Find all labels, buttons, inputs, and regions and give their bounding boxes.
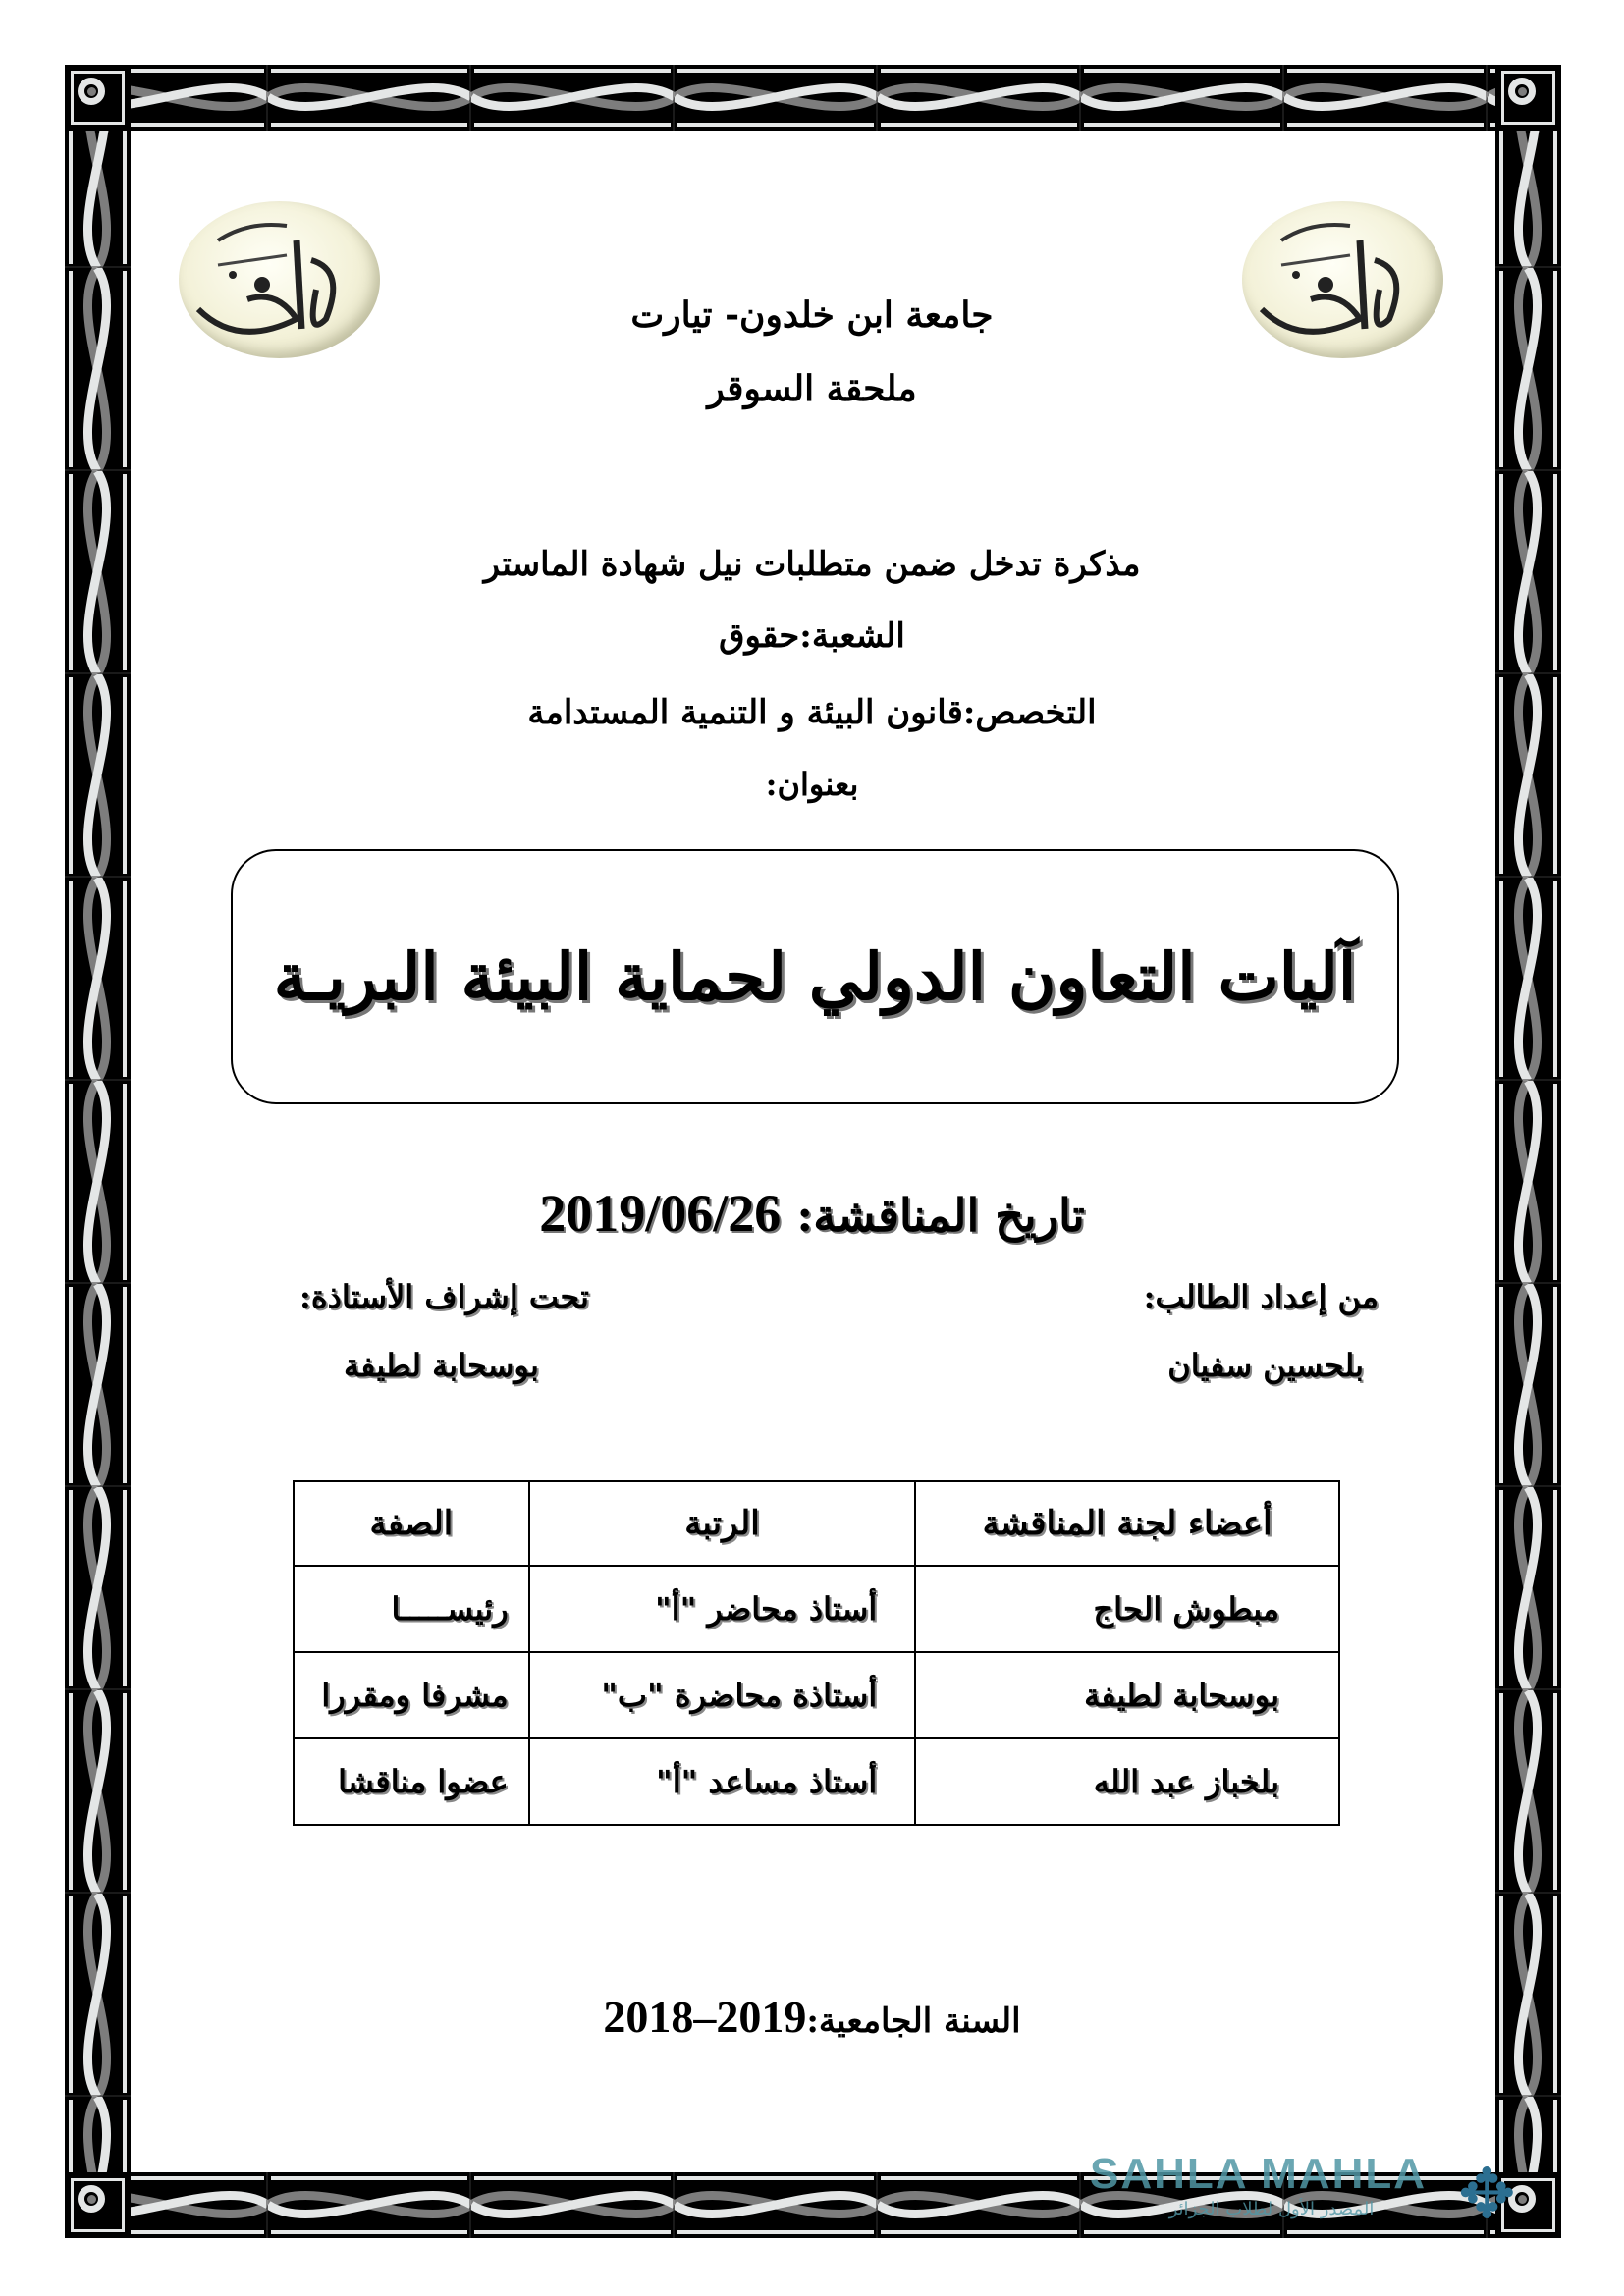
supervisor-label: تحت إشراف الأستاذة: (299, 1278, 589, 1315)
corner-ornament-icon (1495, 65, 1561, 131)
jury-member-name: بلخباز عبد الله (915, 1738, 1339, 1825)
sahla-mahla-logo-icon: ✥ (1458, 2154, 1516, 2234)
defense-date-value: 2019/06/26 (539, 1184, 782, 1243)
jury-header-row (294, 1481, 1339, 1566)
thesis-title: آليات التعاون الدولي لحماية البيئة البريـة (273, 938, 1357, 1015)
university-name: جامعة ابن خلدون- تيارت (630, 294, 994, 336)
border-top (65, 65, 1561, 131)
table-row (294, 1566, 1339, 1652)
defense-date-line (295, 1183, 1329, 1244)
corner-ornament-icon (65, 2172, 131, 2238)
table-row (294, 1652, 1339, 1738)
thesis-title-box (231, 849, 1399, 1104)
thesis-title-label: بعنوان: (765, 766, 859, 803)
watermark-subtext: المصدر الأول لطلاب الجزائر (1168, 2199, 1375, 2219)
corner-ornament-icon (1495, 2172, 1561, 2238)
corner-ornament-icon (65, 65, 131, 131)
column-header-members: أعضاء لجنة المناقشة (915, 1481, 1339, 1566)
jury-member-rank: أستاذ محاضر "أ" (529, 1566, 916, 1652)
jury-member-name: مبطوش الحاج (915, 1566, 1339, 1652)
thesis-purpose: مذكرة تدخل ضمن متطلبات نيل شهادة الماستر (483, 545, 1141, 584)
column-header-role: الصفة (294, 1481, 529, 1566)
border-right (1495, 65, 1561, 2238)
academic-year-value: 2019–2018 (603, 1992, 807, 2042)
jury-table (293, 1480, 1340, 1826)
jury-member-role: مشرفا ومقررا (294, 1652, 529, 1738)
border-left (65, 65, 131, 2238)
academic-year-line (295, 1991, 1329, 2043)
student-label: من إعداد الطالب: (1143, 1278, 1379, 1315)
jury-member-rank: أستاذ مساعد "أ" (529, 1738, 916, 1825)
supervisor-name: بوسحابة لطيفة (344, 1347, 539, 1384)
border-bottom (65, 2172, 1561, 2238)
table-row (294, 1738, 1339, 1825)
student-name: بلحسين سفيان (1167, 1347, 1364, 1384)
jury-member-rank: أستاذة محاضرة "ب" (529, 1652, 916, 1738)
jury-member-role: رئيســـــا (294, 1566, 529, 1652)
column-header-rank: الرتبة (529, 1481, 916, 1566)
thesis-branch: الشعبة:حقوق (719, 616, 905, 656)
academic-year-label: السنة الجامعية: (806, 2002, 1021, 2041)
jury-member-role: عضوا مناقشا (294, 1738, 529, 1825)
watermark-text: SAHLA MAHLA (1090, 2150, 1427, 2198)
defense-date-label: تاريخ المناقشة: (796, 1189, 1085, 1242)
jury-member-name: بوسحابة لطيفة (915, 1652, 1339, 1738)
university-annex: ملحقة السوقر (707, 368, 917, 409)
thesis-specialty: التخصص:قانون البيئة و التنمية المستدامة (527, 693, 1097, 732)
